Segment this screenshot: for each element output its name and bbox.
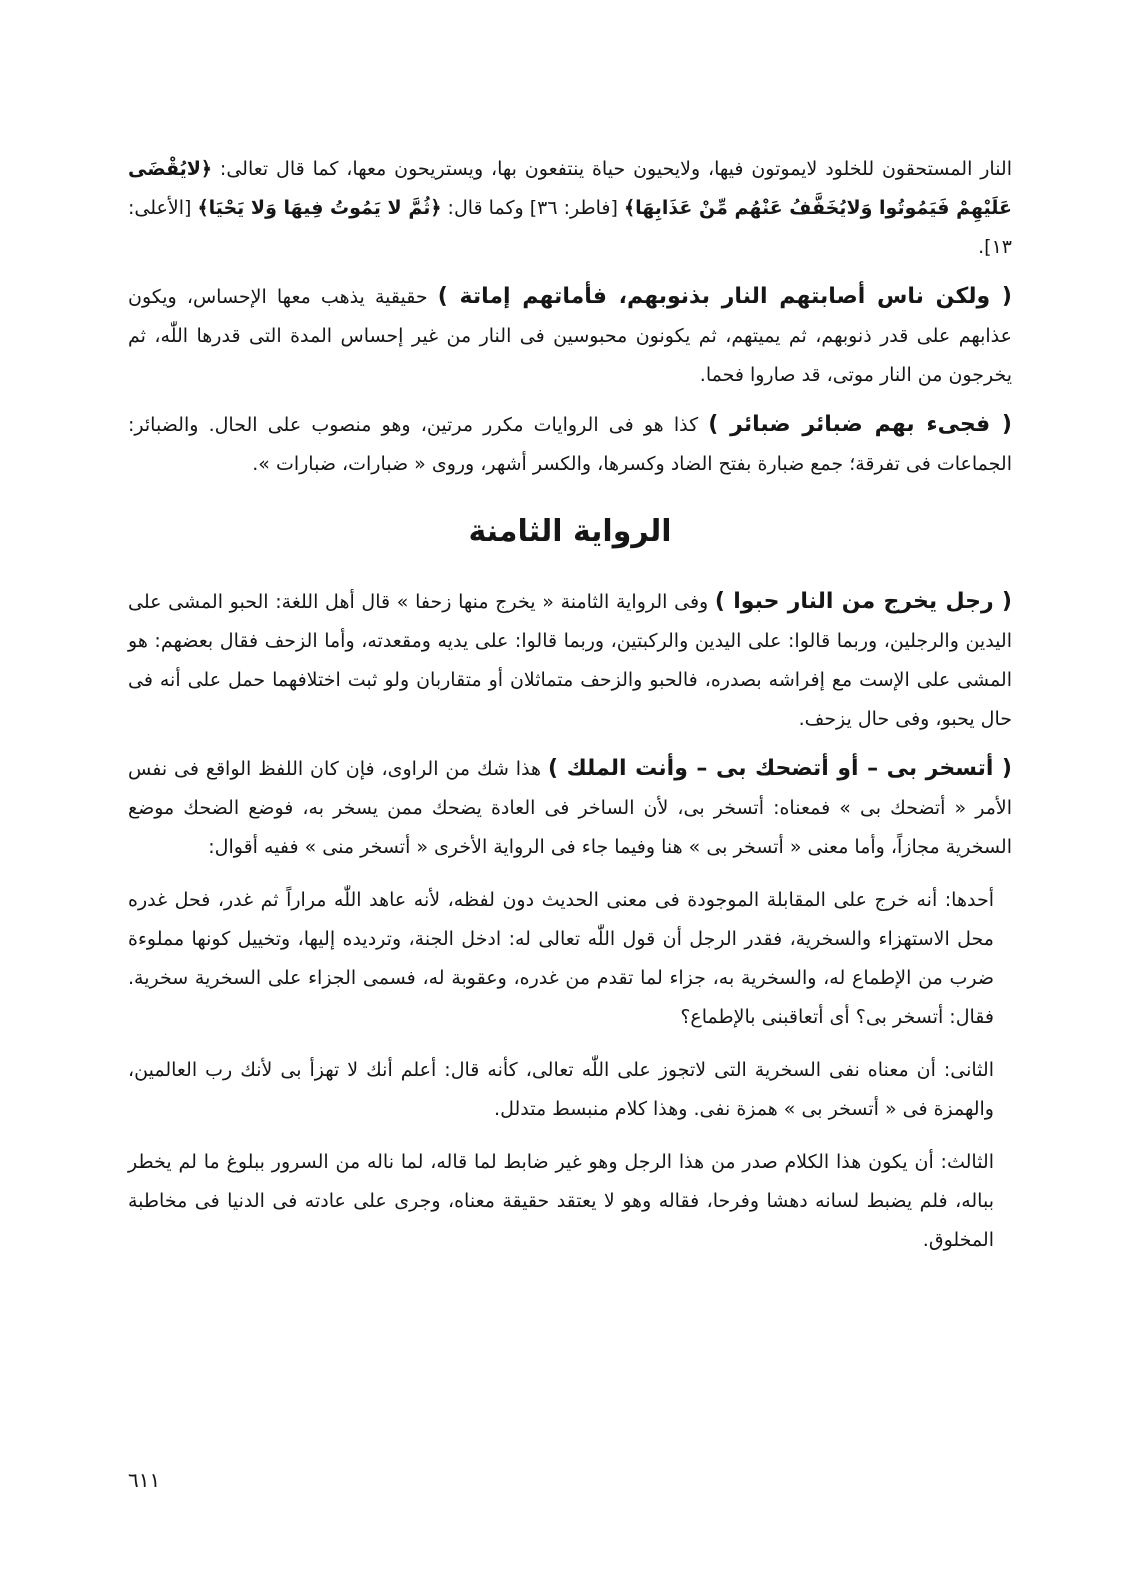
page-body <box>128 150 1012 1270</box>
paragraph-1-text-end: [الأعلى: ١٣]. <box>128 197 1012 258</box>
paragraph-4 <box>128 582 1012 739</box>
paragraph-4-text: وفى الرواية الثامنة « يخرج منها زحفا » قال أهل اللغة: الحبو المشى على اليدين والرجلين، وربما قالوا: على اليدين والركبتين، وربما قالوا: على يديه ومقعدته، وأما الزحف فقال بعضهم: هو المشى على الإست مع إفراشه بصدره، فالحبو والزحف متماثلان أو متقاربان ولو ثبت اختلافهما حمل على أنه فى حال يحبو، وفى حال يزحف. <box>128 591 1012 730</box>
paragraph-2-text: حقيقية يذهب معها الإحساس، ويكون عذابهم على قدر ذنوبهم، ثم يميتهم، ثم يكونون محبوسين فى النار من غير إحساس المدة التى قدرها اللّٰه، ثم يخرجون من النار موتى، قد صاروا فحما. <box>128 286 1012 386</box>
paragraph-2 <box>128 277 1012 395</box>
quran-verse-fatir: ﴿لايُقْضَى عَلَيْهِمْ فَيَمُوتُوا وَلايُخَفَّفُ عَنْهُم مِّنْ عَذَابِهَا﴾ <box>128 158 1012 219</box>
quran-verse-ala: ﴿ثُمَّ لا يَمُوتُ فِيهَا وَلا يَحْيَا﴾ <box>197 197 442 219</box>
paragraph-4-lead-phrase: ( رجل يخرج من النار حبوا ) <box>714 589 1012 614</box>
paragraph-7: الثانى: أن معناه نفى السخرية التى لاتجوز على اللّٰه تعالى، كأنه قال: أعلم أنك لا تهزأ بى لأنك رب العالمين، والهمزة فى « أتسخر بى » همزة نفى. وهذا كلام منبسط متدلل. <box>128 1059 994 1120</box>
paragraph-1-text-middle: [فاطر: ٣٦] وكما قال: <box>441 197 624 219</box>
paragraph-5-lead-phrase: ( أتسخر بى – أو أتضحك بى – وأنت الملك ) <box>547 756 1012 781</box>
page-number: ٦١١ <box>128 1468 161 1492</box>
paragraph-3-text: كذا هو فى الروايات مكرر مرتين، وهو منصوب على الحال. والضبائر: الجماعات فى تفرقة؛ جمع ضبارة بفتح الضاد وكسرها، والكسر أشهر، وروى « ضبارات، ضبارات ». <box>128 414 1012 475</box>
paragraph-1 <box>128 150 1012 267</box>
paragraph-8: الثالث: أن يكون هذا الكلام صدر من هذا الرجل وهو غير ضابط لما قاله، لما ناله من السرور ببلوغ ما لم يخطر بباله، فلم يضبط لسانه دهشا وفرحا، فقاله وهو لا يعتقد حقيقة معناه، وجرى على عادته فى الدنيا فى مخاطبة المخلوق. <box>128 1151 994 1251</box>
paragraph-2-lead-phrase: ( ولكن ناس أصابتهم النار بذنوبهم، فأماتهم إماتة ) <box>437 284 1012 309</box>
paragraph-3 <box>128 405 1012 484</box>
paragraph-3-lead-phrase: ( فجىء بهم ضبائر ضبائر ) <box>708 412 1012 437</box>
paragraph-6: أحدها: أنه خرج على المقابلة الموجودة فى معنى الحديث دون لفظه، لأنه عاهد اللّٰه مراراً ثم غدر، فحل غدره محل الاستهزاء والسخرية، فقدر الرجل أن قول اللّٰه تعالى له: ادخل الجنة، وترديده إليها، وتخييل كونها مملوءة ضرب من الإطماع له، والسخرية به، جزاء لما تقدم من غدره، وعقوبة له، فسمى الجزاء على السخرية سخرية. فقال: أتسخر بى؟ أى أتعاقبنى بالإطماع؟ <box>128 889 994 1028</box>
paragraph-1-text-start: النار المستحقون للخلود لايموتون فيها، ولايحيون حياة ينتفعون بها، ويستريحون معها، كما قال تعالى: <box>212 158 1012 180</box>
paragraph-5 <box>128 749 1012 867</box>
paragraph-5-text: هذا شك من الراوى، فإن كان اللفظ الواقع فى نفس الأمر « أتضحك بى » فمعناه: أتسخر بى، لأن الساخر فى العادة يضحك ممن يسخر به، فوضع الضحك موضع السخرية مجازاً، وأما معنى « أتسخر بى » هنا وفيما جاء فى الرواية الأخرى « أتسخر منى » ففيه أقوال: <box>128 758 1012 858</box>
section-heading: الرواية الثامنة <box>468 514 672 549</box>
